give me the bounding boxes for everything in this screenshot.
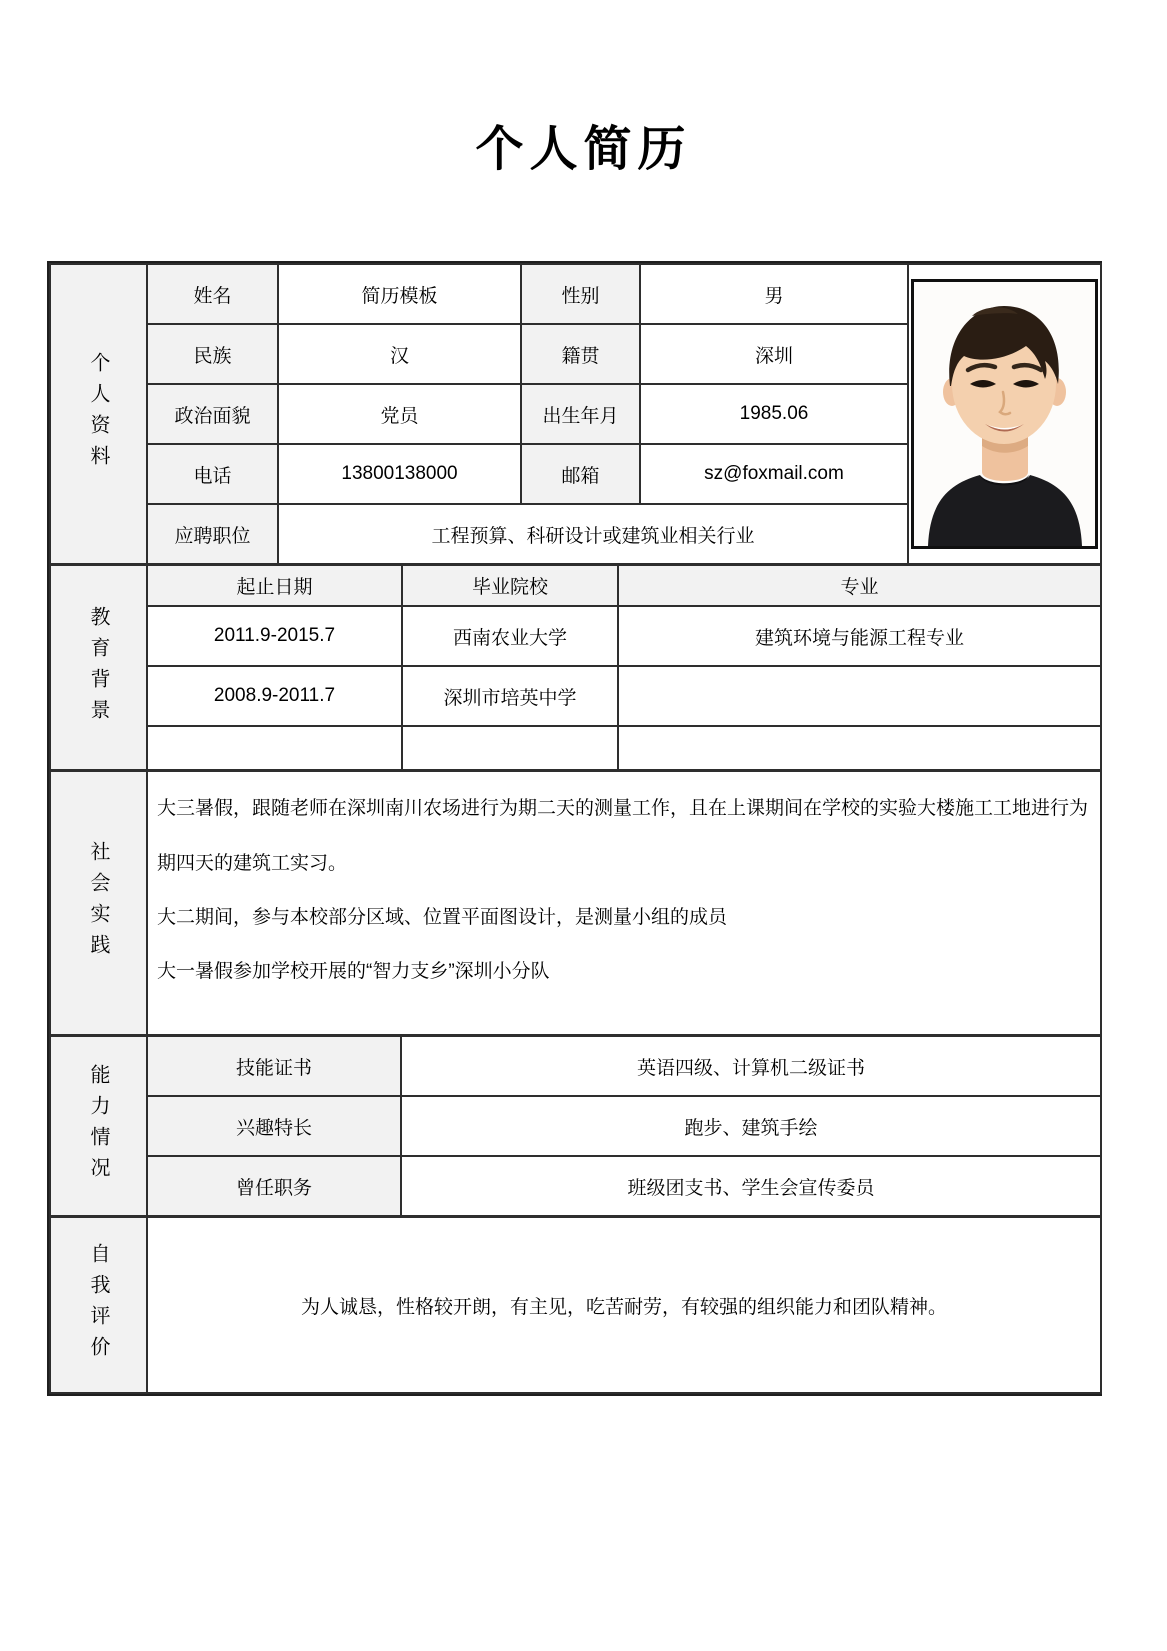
- practice-content: [147, 771, 1101, 1035]
- edu-dates: [147, 726, 402, 770]
- practice-paragraph: 大一暑假参加学校开展的“智力支乡”深圳小分队: [157, 960, 550, 982]
- field-value-political-status: 党员: [278, 384, 521, 444]
- portrait-photo-illustration: [914, 282, 1095, 546]
- ability-value-hobbies: 跑步、建筑手绘: [401, 1096, 1101, 1156]
- field-label-political-status: 政治面貌: [147, 384, 278, 444]
- section-evaluation: [49, 1216, 1102, 1394]
- field-label-native-place: 籍贯: [521, 324, 640, 384]
- field-label-email: 邮箱: [521, 444, 640, 504]
- section-label-practice: 社会实践: [50, 771, 147, 1035]
- section-personal: [49, 263, 1102, 565]
- ability-label-posts: 曾任职务: [147, 1156, 401, 1216]
- section-label-evaluation: 自我评价: [50, 1217, 147, 1393]
- ability-label-hobbies: 兴趣特长: [147, 1096, 401, 1156]
- edu-school: 西南农业大学: [402, 606, 618, 666]
- evaluation-text: 为人诚恳，性格较开朗，有主见，吃苦耐劳，有较强的组织能力和团队精神。: [147, 1217, 1101, 1393]
- field-label-phone: 电话: [147, 444, 278, 504]
- field-value-native-place: 深圳: [640, 324, 908, 384]
- edu-major: [618, 666, 1101, 726]
- edu-header-dates: 起止日期: [147, 565, 402, 606]
- section-label-ability: 能力情况: [50, 1036, 147, 1216]
- edu-header-school: 毕业院校: [402, 565, 618, 606]
- edu-dates: 2011.9-2015.7: [147, 606, 402, 666]
- edu-major: [618, 726, 1101, 770]
- field-value-ethnicity: 汉: [278, 324, 521, 384]
- portrait-photo: [911, 279, 1098, 549]
- edu-school: 深圳市培英中学: [402, 666, 618, 726]
- photo-cell: [908, 264, 1101, 564]
- field-value-email: sz@foxmail.com: [640, 444, 908, 504]
- field-label-name: 姓名: [147, 264, 278, 324]
- edu-dates: 2008.9-2011.7: [147, 666, 402, 726]
- field-label-birth-date: 出生年月: [521, 384, 640, 444]
- field-value-name: 简历模板: [278, 264, 521, 324]
- resume-table: [47, 261, 1102, 1396]
- section-label-education: 教育背景: [50, 565, 147, 770]
- edu-header-major: 专业: [618, 565, 1101, 606]
- field-value-target-position: 工程预算、科研设计或建筑业相关行业: [278, 504, 908, 564]
- edu-major: 建筑环境与能源工程专业: [618, 606, 1101, 666]
- page-title: 个人简历: [475, 121, 692, 177]
- field-value-phone: 13800138000: [278, 444, 521, 504]
- practice-paragraph: 大二期间，参与本校部分区域、位置平面图设计，是测量小组的成员: [157, 906, 728, 928]
- field-value-gender: 男: [640, 264, 908, 324]
- field-label-gender: 性别: [521, 264, 640, 324]
- field-label-target-position: 应聘职位: [147, 504, 278, 564]
- section-practice: [49, 770, 1102, 1036]
- section-ability: [49, 1035, 1102, 1217]
- field-value-birth-date: 1985.06: [640, 384, 908, 444]
- ability-value-posts: 班级团支书、学生会宣传委员: [401, 1156, 1101, 1216]
- field-label-ethnicity: 民族: [147, 324, 278, 384]
- section-label-personal: 个人资料: [50, 264, 147, 564]
- section-education: [49, 564, 1102, 771]
- ability-label-certificates: 技能证书: [147, 1036, 401, 1096]
- practice-paragraph: 大三暑假，跟随老师在深圳南川农场进行为期二天的测量工作，且在上课期间在学校的实验大楼施工工地进行为期四天的建筑工实习。: [157, 798, 1089, 874]
- ability-value-certificates: 英语四级、计算机二级证书: [401, 1036, 1101, 1096]
- edu-school: [402, 726, 618, 770]
